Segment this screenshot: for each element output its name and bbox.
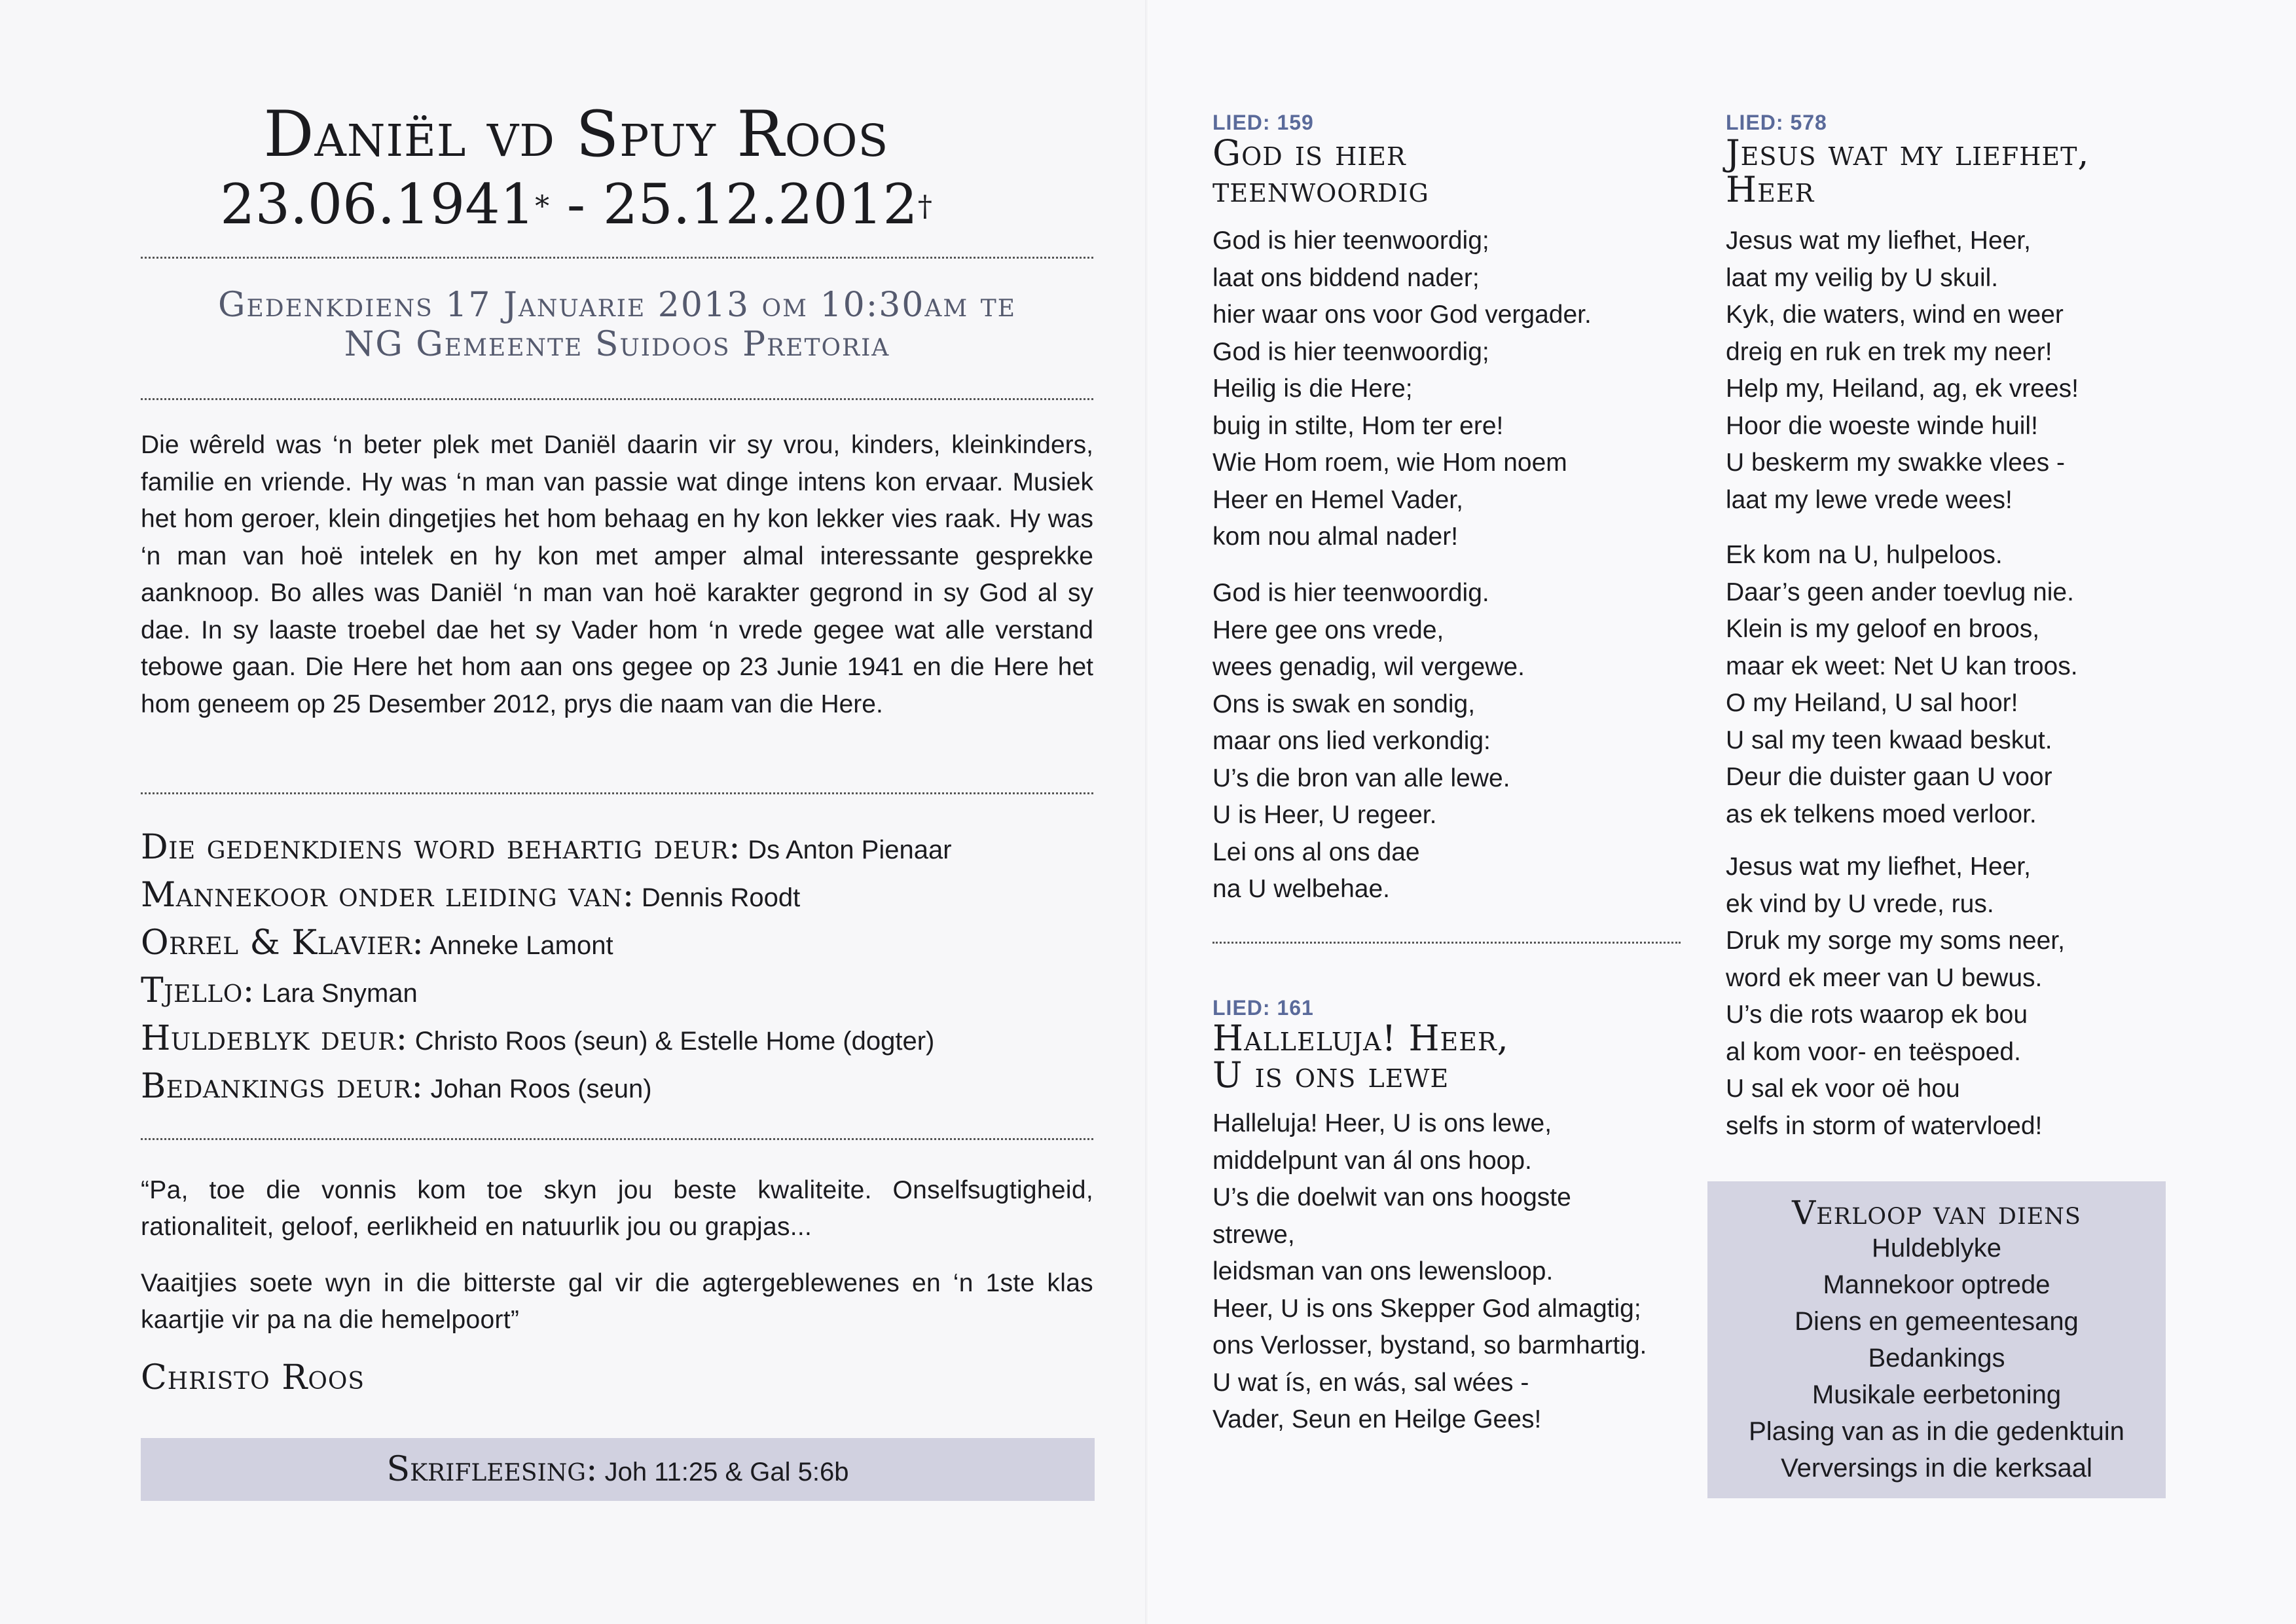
list-item: Plasing van as in die gedenktuin xyxy=(1749,1417,2124,1446)
order-of-service-list xyxy=(1707,1230,2166,1486)
memorial-line-1: Gedenkdiens 17 Januarie 2013 om 10:30am te xyxy=(217,286,1017,325)
hymn-title: Halleluja! Heer, U is ons lewe xyxy=(1212,1018,1509,1096)
memorial-name: Daniël vd Spuy Roos xyxy=(263,98,889,171)
divider xyxy=(1212,942,1681,944)
list-item: Musikale eerbetoning xyxy=(1812,1380,2062,1409)
hymn-verse: Jesus wat my liefhet, Heer, laat my veilig by U skuil. Kyk, die waters, wind en weer dreig en ruk en trek my neer! Help my, Heiland, ag, ek vrees! Hoor die woeste winde huil! U beskerm my swakke vlees - laat my lewe vrede wees! xyxy=(1726,227,2079,514)
list-item: Huldeblyke xyxy=(1872,1234,2001,1263)
divider xyxy=(141,1138,1093,1140)
role-officiant: Die gedenkdiens word behartig deur: Ds Anton Pienaar xyxy=(141,828,952,867)
list-item: Diens en gemeentesang xyxy=(1795,1307,2079,1336)
role-thanks: Bedankings deur: Johan Roos (seun) xyxy=(141,1067,652,1106)
quote-paragraph-2: Vaaitjies soete wyn in die bitterste gal vir die agtergeblewenes en ‘n 1ste klas kaartjie vir pa na die hemelpoort” xyxy=(141,1269,1093,1334)
hymn-number: LIED: 578 xyxy=(1726,111,1827,134)
hymn-number: LIED: 159 xyxy=(1212,111,1314,134)
role-cello: Tjello: Lara Snyman xyxy=(141,971,418,1010)
memorial-service-info xyxy=(141,286,1093,364)
birth-mark: * xyxy=(535,190,550,223)
order-of-service-title: Verloop van diens xyxy=(1792,1194,2081,1232)
biography-paragraph: Die wêreld was ‘n beter plek met Daniël daarin vir sy vrou, kinders, kleinkinders, familie en vriende. Hy was ‘n man van passie wat dinge intens kon ervaar. Musiek het hom geroer, klein dingetjies het hom behaag en hy kon lekker vies raak. Hy was ‘n man van hoë intelek en hy kon met amper almal interessante gesprekke aanknoop. Bo alles was Daniël ‘n man van hoë karakter gegrond in sy God al sy dae. In sy laaste troebel dae het sy Vader hom ‘n vrede gegee wat alle verstand tebowe gaan. Die Here het hom aan ons gegee op 23 Junie 1941 en die Here het hom geneem op 25 Desember 2012, prys die naam van die Here. xyxy=(141,431,1093,718)
hymn-number: LIED: 161 xyxy=(1212,996,1314,1020)
list-item: Mannekoor optrede xyxy=(1823,1270,2050,1299)
life-dates xyxy=(141,172,1011,237)
hymn-verse: Halleluja! Heer, U is ons lewe, middelpunt van ál ons hoop. U’s die doelwit van ons hoogste strewe, leidsman van ons lewensloop. Heer, U is ons Skepper God almagtig; ons Verlosser, bystand, so barmhartig. U wat ís, en wás, sal wées - Vader, Seun en Heilge Gees! xyxy=(1212,1109,1647,1433)
role-choir: Mannekoor onder leiding van: Dennis Roodt xyxy=(141,876,801,915)
memorial-line-2: NG Gemeente Suidoos Pretoria xyxy=(344,325,890,364)
hymn-title: Jesus wat my liefhet, Heer xyxy=(1726,132,2090,210)
hymn-verse: Jesus wat my liefhet, Heer, ek vind by U vrede, rus. Druk my sorge my soms neer, word ek meer van U bewus. U’s die rots waarop ek bou al kom voor- en teëspoed. U sal ek voor oë hou selfs in storm of watervloed! xyxy=(1726,853,2065,1140)
divider xyxy=(141,792,1093,794)
death-date: 25.12.2012 xyxy=(602,172,918,236)
role-tribute: Huldeblyk deur: Christo Roos (seun) & Estelle Home (dogter) xyxy=(141,1019,935,1058)
hymn-title: God is hier teenwoordig xyxy=(1212,132,1429,210)
birth-date: 23.06.1941 xyxy=(220,172,536,236)
hymn-verse: Ek kom na U, hulpeloos. Daar’s geen ander toevlug nie. Klein is my geloof en broos, maar ek weet: Net U kan troos. O my Heiland, U sal hoor! U sal my teen kwaad beskut. Deur die duister gaan U voor as ek telkens moed verloor. xyxy=(1726,541,2078,828)
divider xyxy=(141,257,1093,259)
hymn-verse: God is hier teenwoordig. Here gee ons vrede, wees genadig, wil vergewe. Ons is swak en sondig, maar ons lied verkondig: U’s die bron van alle lewe. U is Heer, U regeer. Lei ons al ons dae na U welbehae. xyxy=(1212,579,1525,903)
quote-paragraph-1: “Pa, toe die vonnis kom toe skyn jou beste kwaliteite. Onselfsugtigheid, rationaliteit, geloof, eerlikheid en natuurlik jou ou grapjas... xyxy=(141,1176,1093,1241)
divider xyxy=(141,398,1093,400)
death-mark: † xyxy=(917,190,932,223)
role-organ-piano: Orrel & Klavier: Anneke Lamont xyxy=(141,923,613,963)
list-item: Verversings in die kerksaal xyxy=(1781,1454,2092,1483)
date-separator: - xyxy=(549,172,603,236)
scripture-reading-bar: Skrifleesing: Joh 11:25 & Gal 5:6b xyxy=(141,1438,1095,1501)
hymn-verse: God is hier teenwoordig; laat ons biddend nader; hier waar ons voor God vergader. God is hier teenwoordig; Heilig is die Here; buig in stilte, Hom ter ere! Wie Hom roem, wie Hom noem Heer en Hemel Vader, kom nou almal nader! xyxy=(1212,227,1592,551)
quote-author: Christo Roos xyxy=(141,1358,365,1397)
list-item: Bedankings xyxy=(1868,1344,2005,1373)
